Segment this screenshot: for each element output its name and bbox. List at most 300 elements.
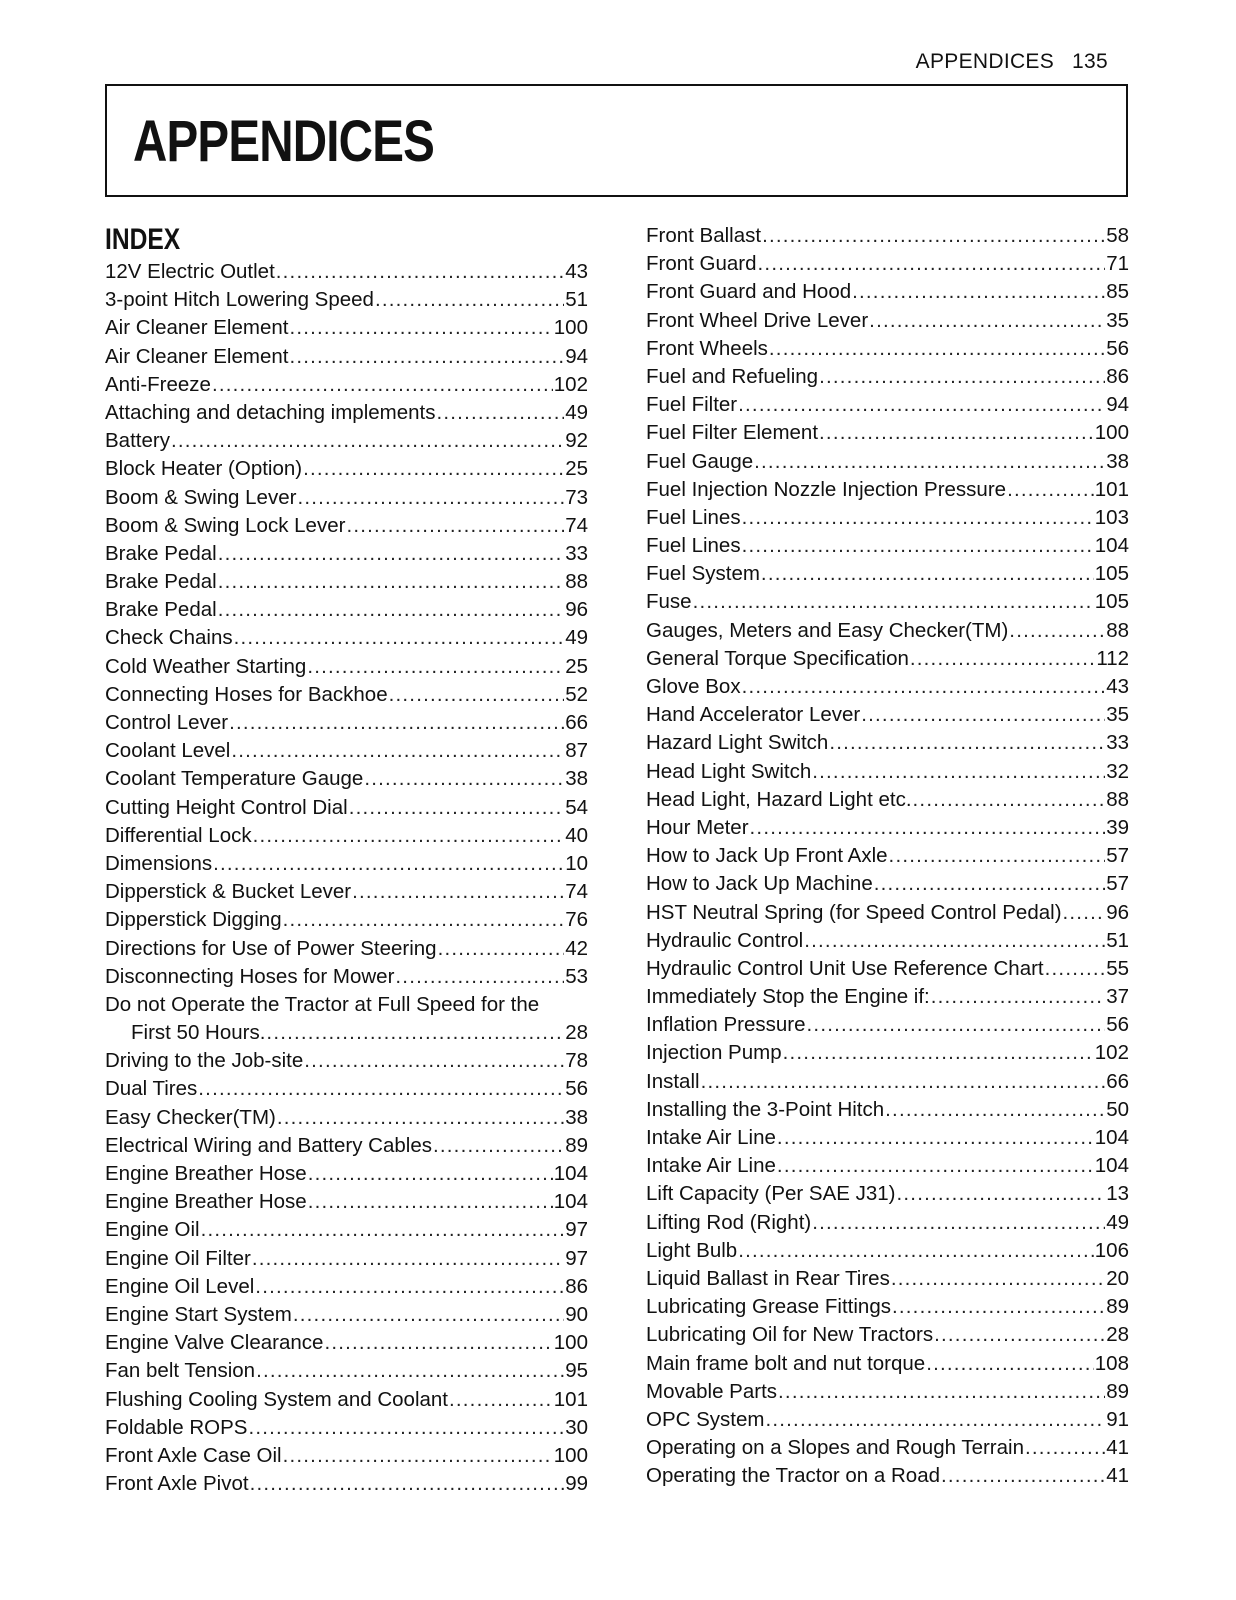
index-entry-page: 43 <box>1106 675 1129 698</box>
dot-leader <box>218 568 565 596</box>
index-entry[interactable] <box>646 1096 1129 1124</box>
page-title: APPENDICES <box>133 109 435 174</box>
dot-leader <box>738 391 1105 419</box>
index-entry-page: 35 <box>1106 308 1129 332</box>
index-entry-label: Boom & Swing Lever <box>105 485 297 509</box>
index-entry[interactable] <box>105 1160 588 1188</box>
index-entry[interactable] <box>105 399 588 427</box>
index-entry[interactable] <box>646 1209 1129 1237</box>
index-entry-page: 103 <box>1094 505 1129 529</box>
index-entry-page: 10 <box>565 851 588 875</box>
dot-leader <box>234 624 565 652</box>
index-entry-page: 104 <box>553 1162 588 1185</box>
index-entry[interactable] <box>646 307 1129 335</box>
index-entry-page: 33 <box>565 541 588 565</box>
index-entry-label: Gauges, Meters and Easy Checker(TM) <box>646 618 1009 642</box>
index-entry-label: Foldable ROPS <box>105 1415 248 1439</box>
index-entry-label: Fuel System <box>646 562 760 586</box>
index-entry-page: 25 <box>565 654 588 678</box>
index-entry[interactable] <box>105 343 588 371</box>
index-entry-label: Dipperstick Digging <box>105 908 282 932</box>
dot-leader <box>819 363 1105 391</box>
dot-leader <box>897 1180 1106 1208</box>
dot-leader <box>777 1152 1094 1180</box>
dot-leader <box>283 906 565 934</box>
index-entry-page: 73 <box>565 485 588 509</box>
index-entry-page: 104 <box>1094 1154 1129 1178</box>
index-entry-label-line1: Do not Operate the Tractor at Full Speed for the <box>105 992 540 1016</box>
index-entry[interactable] <box>105 484 588 512</box>
dot-leader <box>324 1329 552 1357</box>
dot-leader <box>1045 955 1106 983</box>
index-entry-label: Flushing Cooling System and Coolant <box>105 1387 448 1411</box>
index-entry[interactable] <box>646 899 1129 927</box>
index-entry[interactable] <box>105 596 588 624</box>
index-entry-label: Anti-Freeze <box>105 372 211 396</box>
index-entry[interactable] <box>646 1293 1129 1321</box>
index-entry[interactable] <box>646 1406 1129 1434</box>
dot-leader <box>250 1470 565 1498</box>
index-entry-label: Easy Checker(TM) <box>105 1105 276 1129</box>
index-entry-page: 87 <box>565 739 588 763</box>
dot-leader <box>308 1160 553 1188</box>
dot-leader <box>283 1442 553 1470</box>
index-entry-label: Engine Valve Clearance <box>105 1331 324 1355</box>
index-entry-label: 12V Electric Outlet <box>105 260 275 283</box>
dot-leader <box>308 1188 553 1216</box>
index-entry[interactable] <box>646 419 1129 447</box>
index-entry-page: 89 <box>1106 1295 1129 1319</box>
index-entry[interactable] <box>105 286 588 314</box>
index-entry-page: 52 <box>565 682 588 706</box>
index-entry-label: Fuel Injection Nozzle Injection Pressure <box>646 477 1007 501</box>
index-entry-label: Fuel Lines <box>646 534 741 558</box>
index-entry-label: Lifting Rod (Right) <box>646 1210 812 1234</box>
index-entry[interactable] <box>105 1047 588 1075</box>
dot-leader <box>218 540 565 568</box>
index-entry-label: Engine Breather Hose <box>105 1162 307 1185</box>
dot-leader <box>701 1068 1106 1096</box>
index-entry[interactable] <box>105 1273 588 1301</box>
index-entry-page: 74 <box>565 880 588 904</box>
index-entry[interactable] <box>105 258 588 286</box>
dot-leader <box>738 1237 1094 1265</box>
dot-leader <box>891 1265 1105 1293</box>
index-entry-page: 56 <box>565 1077 588 1101</box>
index-entry[interactable] <box>646 532 1129 560</box>
dot-leader <box>289 343 564 371</box>
index-entry-page: 104 <box>1094 1126 1129 1149</box>
index-entry-label: Control Lever <box>105 711 229 734</box>
index-entry-page: 105 <box>1094 562 1129 586</box>
index-entry-multiline[interactable] <box>105 991 588 1047</box>
dot-leader <box>352 878 564 906</box>
index-entry[interactable] <box>646 1237 1129 1265</box>
index-entry[interactable] <box>105 455 588 483</box>
index-entry[interactable] <box>105 681 588 709</box>
dot-leader <box>777 1124 1094 1152</box>
index-entry[interactable] <box>105 314 588 342</box>
index-entry <box>105 1019 588 1047</box>
index-entry-label: General Torque Specification <box>646 646 909 670</box>
index-entry-label: Head Light Switch <box>646 759 812 783</box>
index-entry-label: Check Chains <box>105 626 233 650</box>
index-entry[interactable] <box>105 1329 588 1357</box>
index-entry[interactable] <box>646 1434 1129 1462</box>
index-entry[interactable] <box>646 1152 1129 1180</box>
index-entry[interactable] <box>105 963 588 991</box>
index-entry[interactable] <box>646 983 1129 1011</box>
index-entry[interactable] <box>105 1188 588 1216</box>
index-entry-label: Injection Pump <box>646 1041 782 1065</box>
dot-leader <box>934 1321 1105 1349</box>
index-entry[interactable] <box>646 842 1129 870</box>
index-entry-label: Air Cleaner Element <box>105 344 289 368</box>
index-entry-label: Inflation Pressure <box>646 1013 806 1037</box>
index-entry[interactable] <box>646 729 1129 757</box>
index-entry[interactable] <box>105 765 588 793</box>
index-entry-page: 74 <box>565 513 588 537</box>
dot-leader <box>212 371 553 399</box>
dot-leader <box>433 1132 564 1160</box>
index-entry-label: HST Neutral Spring (for Speed Control Pedal) <box>646 900 1062 924</box>
index-entry-label: Lubricating Grease Fittings <box>646 1295 891 1319</box>
dot-leader <box>364 765 564 793</box>
index-entry[interactable] <box>646 786 1129 814</box>
index-entry[interactable] <box>646 504 1129 532</box>
index-entry-page: 76 <box>565 908 588 932</box>
index-entry-page: 100 <box>1094 421 1129 445</box>
index-entry-label: Fuel Filter <box>646 393 738 417</box>
index-entry[interactable] <box>105 1442 588 1470</box>
index-entry-page: 56 <box>1106 336 1129 360</box>
dot-leader <box>762 222 1105 250</box>
index-entry[interactable] <box>646 250 1129 278</box>
index-entry-page: 32 <box>1106 759 1129 783</box>
dot-leader <box>438 935 565 963</box>
dot-leader <box>812 1209 1105 1237</box>
index-entry[interactable] <box>105 1104 588 1132</box>
dot-leader <box>889 842 1106 870</box>
index-entry-label: Directions for Use of Power Steering <box>105 936 437 960</box>
dot-leader <box>812 758 1105 786</box>
index-entry-label: OPC System <box>646 1407 765 1431</box>
index-entry-page: 102 <box>1094 1041 1129 1065</box>
index-entry-label: Front Ballast <box>646 224 762 247</box>
index-entry-page: 104 <box>553 1190 588 1214</box>
index-entry-label: Engine Breather Hose <box>105 1190 307 1214</box>
index-entry-label: Connecting Hoses for Backhoe <box>105 682 388 706</box>
index-entry-page: 100 <box>553 316 588 340</box>
index-entry[interactable] <box>105 1216 588 1244</box>
index-entry[interactable] <box>105 822 588 850</box>
index-entry[interactable] <box>105 737 588 765</box>
index-entry[interactable] <box>646 1068 1129 1096</box>
index-entry-label: Brake Pedal <box>105 570 217 594</box>
index-entry-label: Fuse <box>646 590 692 614</box>
index-entry-page: 49 <box>565 626 588 650</box>
index-entry-label: Install <box>646 1069 700 1093</box>
index-entry-page: 42 <box>565 936 588 960</box>
index-entry-label: Brake Pedal <box>105 541 217 565</box>
index-entry[interactable] <box>105 540 588 568</box>
index-entry-label: Boom & Swing Lock Lever <box>105 513 346 537</box>
index-entry-label: Engine Oil Level <box>105 1274 255 1298</box>
index-entry-label: Fuel and Refueling <box>646 364 819 388</box>
dot-leader <box>1007 476 1094 504</box>
index-entry[interactable] <box>105 906 588 934</box>
index-entry[interactable] <box>105 1386 588 1414</box>
index-entry-page: 97 <box>565 1218 588 1242</box>
index-entry-label: Intake Air Line <box>646 1154 776 1178</box>
dot-leader <box>266 1019 564 1047</box>
index-entry[interactable] <box>646 870 1129 898</box>
dot-leader <box>198 1075 564 1103</box>
index-entry[interactable] <box>646 448 1129 476</box>
index-entry[interactable] <box>646 673 1129 701</box>
index-entry-label: Movable Parts <box>646 1379 778 1403</box>
index-entry-label: Hand Accelerator Lever <box>646 703 861 727</box>
index-entry[interactable] <box>105 624 588 652</box>
index-entry-page: 37 <box>1106 985 1129 1009</box>
dot-leader <box>807 1011 1106 1039</box>
index-entry[interactable] <box>105 1470 588 1498</box>
dot-leader <box>926 1350 1094 1378</box>
dot-leader <box>761 560 1094 588</box>
index-entry[interactable] <box>646 1378 1129 1406</box>
index-entry[interactable] <box>105 512 588 540</box>
dot-leader <box>449 1386 553 1414</box>
index-entry-page: 106 <box>1094 1238 1129 1262</box>
index-entry[interactable] <box>105 709 588 737</box>
dot-leader <box>375 286 564 314</box>
dot-leader <box>277 1104 564 1132</box>
index-entry-label: Front Axle Pivot <box>105 1472 249 1496</box>
index-entry-page: 88 <box>565 570 588 594</box>
dot-leader <box>276 258 564 286</box>
index-entry-label: Engine Start System <box>105 1302 292 1326</box>
index-entry-page: 71 <box>1106 252 1129 276</box>
index-entry-label: Brake Pedal <box>105 598 217 622</box>
index-entry-label: Air Cleaner Element <box>105 316 289 340</box>
index-entry-page: 99 <box>565 1472 588 1496</box>
index-entry[interactable] <box>646 814 1129 842</box>
index-entry-label: Attaching and detaching implements <box>105 400 436 424</box>
index-entry-page: 96 <box>565 598 588 622</box>
index-entry-page: 100 <box>553 1331 588 1355</box>
index-entry[interactable] <box>646 955 1129 983</box>
index-entry-label: Engine Oil <box>105 1218 200 1242</box>
index-entry[interactable] <box>105 653 588 681</box>
index-entry-page: 30 <box>565 1415 588 1439</box>
index-entry-page: 94 <box>1106 393 1129 417</box>
index-entry[interactable] <box>646 278 1129 306</box>
index-entry-label: How to Jack Up Front Axle <box>646 844 888 868</box>
dot-leader <box>852 278 1105 306</box>
index-entry[interactable] <box>646 701 1129 729</box>
running-header <box>916 50 1108 74</box>
index-entry[interactable] <box>646 1180 1129 1208</box>
header-page-number: 135 <box>1072 50 1108 73</box>
index-entry-page: 43 <box>565 260 588 283</box>
dot-leader <box>754 448 1105 476</box>
index-entry[interactable] <box>646 1265 1129 1293</box>
index-entry-page: 101 <box>553 1387 588 1411</box>
index-entry-page: 50 <box>1106 1097 1129 1121</box>
dot-leader <box>742 504 1094 532</box>
index-entry-page: 35 <box>1106 703 1129 727</box>
index-entry[interactable] <box>105 371 588 399</box>
index-entry-page: 88 <box>1106 618 1129 642</box>
index-entry-page: 101 <box>1094 477 1129 501</box>
index-entry-label: Light Bulb <box>646 1238 738 1262</box>
index-entry[interactable] <box>646 1462 1129 1490</box>
dot-leader <box>213 850 564 878</box>
dot-leader <box>874 870 1105 898</box>
index-entry-label: Front Wheels <box>646 336 768 360</box>
index-entry-page: 38 <box>565 1105 588 1129</box>
index-entry[interactable] <box>646 1039 1129 1067</box>
index-entry-page: 41 <box>1106 1464 1129 1488</box>
index-entry[interactable] <box>105 850 588 878</box>
index-entry[interactable] <box>646 1350 1129 1378</box>
dot-leader <box>307 653 564 681</box>
dot-leader <box>293 1301 564 1329</box>
index-entry-page: 66 <box>565 711 588 734</box>
index-entry-label: Fuel Gauge <box>646 449 754 473</box>
index-entry-label: Fuel Filter Element <box>646 421 819 445</box>
index-entry-label-line2: First 50 Hours. <box>131 1021 266 1045</box>
dot-leader <box>910 645 1095 673</box>
index-entry[interactable] <box>105 1414 588 1442</box>
index-entry-page: 49 <box>1106 1210 1129 1234</box>
index-entry[interactable] <box>105 1132 588 1160</box>
dot-leader <box>742 532 1094 560</box>
dot-leader <box>349 794 564 822</box>
index-entry-page: 28 <box>565 1021 588 1045</box>
index-entry-label: Front Guard <box>646 252 757 276</box>
index-entry[interactable] <box>646 335 1129 363</box>
dot-leader <box>941 1462 1105 1490</box>
index-entry[interactable] <box>105 427 588 455</box>
index-entry[interactable] <box>105 1245 588 1273</box>
index-entry[interactable] <box>646 927 1129 955</box>
index-entry[interactable] <box>646 222 1129 250</box>
index-entry-label: Hydraulic Control Unit Use Reference Chart <box>646 956 1044 980</box>
dot-leader <box>253 822 565 850</box>
index-entry-label: Cold Weather Starting <box>105 654 307 678</box>
dot-leader <box>252 1245 564 1273</box>
dot-leader <box>931 983 1105 1011</box>
dot-leader <box>885 1096 1105 1124</box>
dot-leader <box>1063 899 1106 927</box>
index-entry-label: Hazard Light Switch <box>646 731 829 755</box>
index-entry-page: 49 <box>565 400 588 424</box>
index-entry-page: 41 <box>1106 1436 1129 1460</box>
index-entry[interactable] <box>105 1357 588 1385</box>
index-entry-label: Hydraulic Control <box>646 928 804 952</box>
index-entry[interactable] <box>105 878 588 906</box>
index-entry-page: 91 <box>1106 1407 1129 1431</box>
index-entry[interactable] <box>105 1075 588 1103</box>
dot-leader <box>297 484 564 512</box>
index-entry-page: 28 <box>1106 1323 1129 1347</box>
index-entry-page: 39 <box>1106 815 1129 839</box>
index-entry-page: 102 <box>553 372 588 396</box>
index-entry[interactable] <box>646 476 1129 504</box>
index-entry-label: Fuel Lines <box>646 505 741 529</box>
dot-leader <box>829 729 1105 757</box>
index-entry[interactable] <box>646 391 1129 419</box>
index-entry-label: Front Guard and Hood <box>646 280 852 304</box>
index-entry-page: 89 <box>565 1133 588 1157</box>
index-entry[interactable] <box>646 645 1129 673</box>
index-entry-page: 57 <box>1106 844 1129 868</box>
index-entry[interactable] <box>646 1124 1129 1152</box>
index-entry-page: 66 <box>1106 1069 1129 1093</box>
index-entry[interactable] <box>646 1321 1129 1349</box>
index-entry-page: 85 <box>1106 280 1129 304</box>
index-heading: INDEX <box>105 223 181 256</box>
index-entry-page: 86 <box>565 1274 588 1298</box>
dot-leader <box>171 427 564 455</box>
dot-leader <box>389 681 565 709</box>
index-entry-label: Lift Capacity (Per SAE J31) <box>646 1182 896 1206</box>
dot-leader <box>248 1414 564 1442</box>
index-entry-label: Intake Air Line <box>646 1126 776 1149</box>
index-entry-page: 20 <box>1106 1266 1129 1290</box>
index-entry-label: Electrical Wiring and Battery Cables <box>105 1133 432 1157</box>
index-entry-page: 92 <box>565 429 588 453</box>
index-entry-page: 112 <box>1096 646 1129 670</box>
dot-leader <box>1009 617 1105 645</box>
index-entry[interactable] <box>105 935 588 963</box>
index-entry[interactable] <box>646 560 1129 588</box>
index-entry-label: Front Wheel Drive Lever <box>646 308 869 332</box>
dot-leader <box>892 1293 1105 1321</box>
dot-leader <box>289 314 552 342</box>
index-entry[interactable] <box>105 1301 588 1329</box>
index-entry[interactable] <box>646 1011 1129 1039</box>
index-entry-label: How to Jack Up Machine <box>646 872 873 896</box>
index-entry-label: Immediately Stop the Engine if: <box>646 985 930 1009</box>
index-entry-page: 104 <box>1094 534 1129 558</box>
index-entry[interactable] <box>646 363 1129 391</box>
index-list-left-rest <box>105 1047 588 1498</box>
index-entry[interactable] <box>105 568 588 596</box>
index-entry-page: 13 <box>1106 1182 1129 1206</box>
title-box <box>105 84 1128 197</box>
dot-leader <box>201 1216 565 1244</box>
index-entry[interactable] <box>646 758 1129 786</box>
dot-leader <box>436 399 564 427</box>
index-entry-label: Lubricating Oil for New Tractors <box>646 1323 934 1347</box>
index-entry-page: 54 <box>565 795 588 819</box>
index-entry-page: 33 <box>1106 731 1129 755</box>
index-entry-page: 108 <box>1094 1351 1129 1375</box>
index-entry-page: 55 <box>1106 956 1129 980</box>
dot-leader <box>758 250 1106 278</box>
dot-leader <box>765 1406 1105 1434</box>
index-entry-label: Front Axle Case Oil <box>105 1443 282 1467</box>
dot-leader <box>256 1357 564 1385</box>
index-entry-label: Head Light, Hazard Light etc. <box>646 787 912 811</box>
index-entry[interactable] <box>105 794 588 822</box>
index-entry[interactable] <box>646 588 1129 616</box>
dot-leader <box>1025 1434 1105 1462</box>
index-entry[interactable] <box>646 617 1129 645</box>
index-entry-page: 57 <box>1106 872 1129 896</box>
